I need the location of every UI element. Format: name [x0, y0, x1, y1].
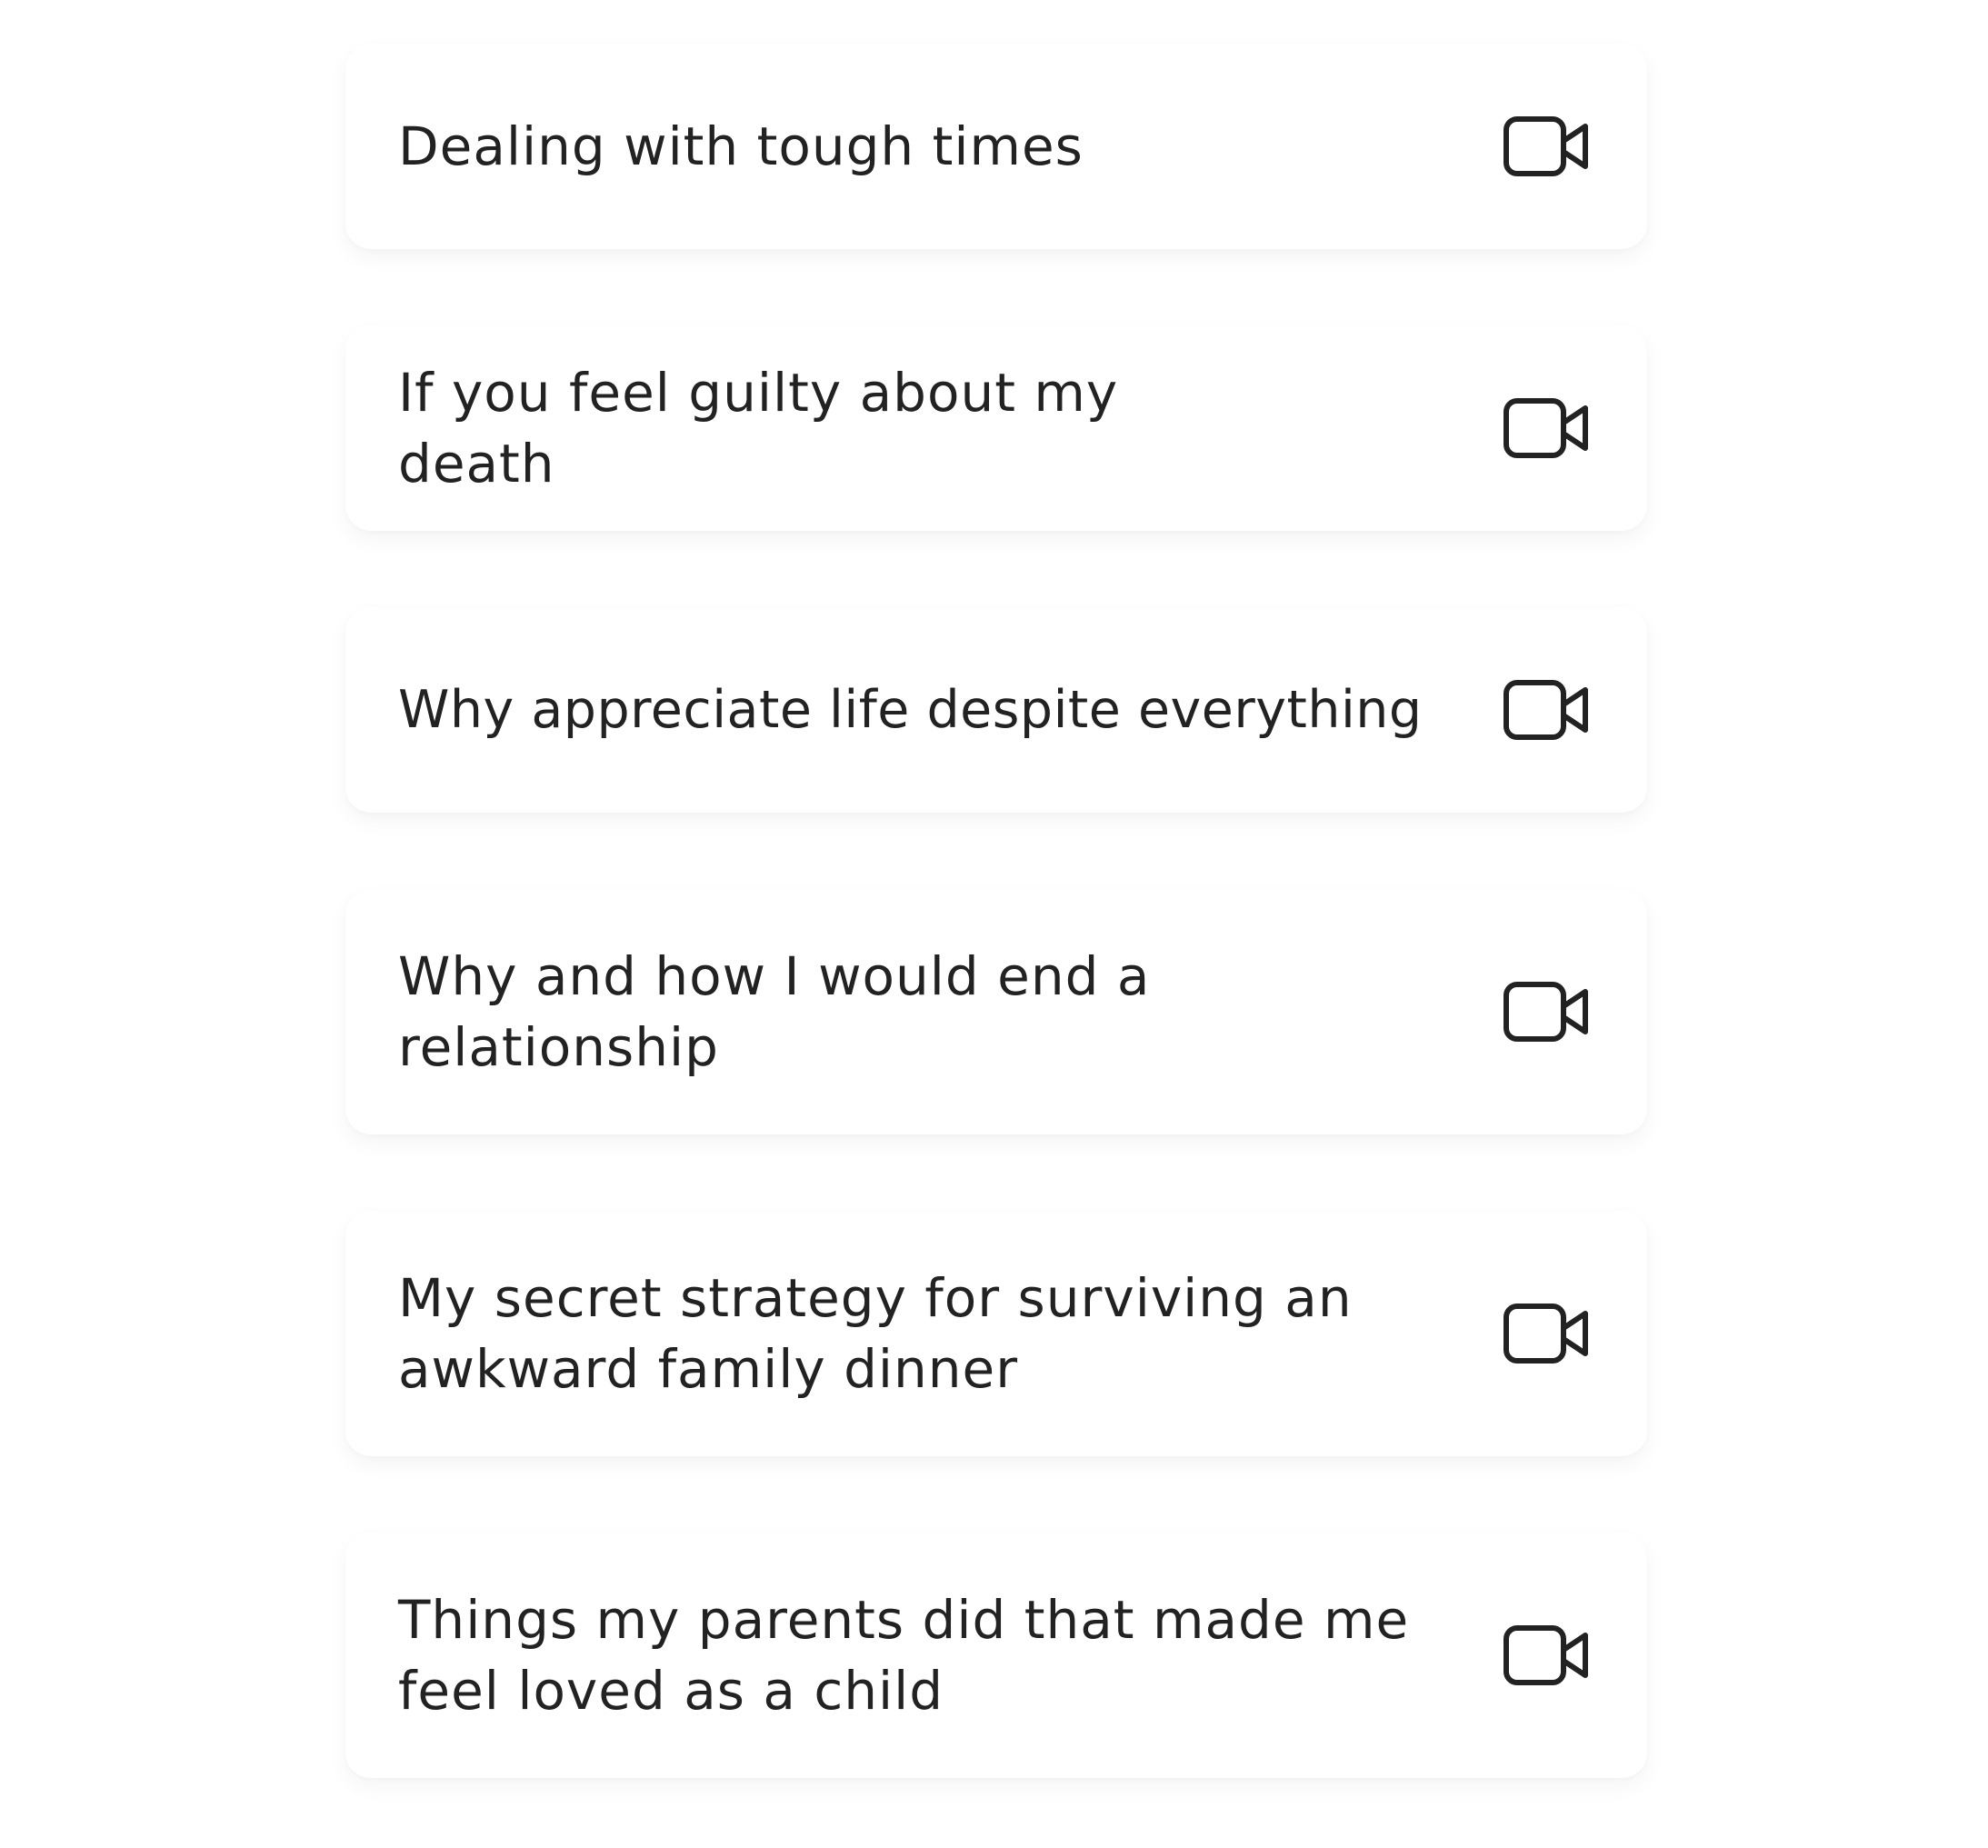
video-topic-title: Things my parents did that made me feel loved as a child [398, 1589, 1410, 1722]
video-camera-icon [1503, 981, 1589, 1043]
video-topic-card[interactable] [345, 1211, 1647, 1456]
video-camera-icon [1503, 397, 1589, 459]
video-topic-title: Dealing with tough times [398, 115, 1084, 177]
video-topic-title: Why and how I would end a relationship [398, 945, 1151, 1078]
video-topic-title: If you feel guilty about my death [398, 362, 1119, 494]
video-topic-card[interactable] [345, 1533, 1647, 1778]
video-topic-card[interactable] [345, 44, 1647, 249]
video-topic-card[interactable] [345, 607, 1647, 813]
video-topic-card[interactable] [345, 325, 1647, 531]
video-topic-card[interactable] [345, 889, 1647, 1134]
video-topic-title: My secret strategy for surviving an awkward family dinner [398, 1267, 1353, 1400]
video-camera-icon [1503, 679, 1589, 741]
video-camera-icon [1503, 1624, 1589, 1686]
video-topic-title: Why appreciate life despite everything [398, 680, 1423, 740]
video-camera-icon [1503, 1303, 1589, 1364]
video-camera-icon [1503, 115, 1589, 177]
